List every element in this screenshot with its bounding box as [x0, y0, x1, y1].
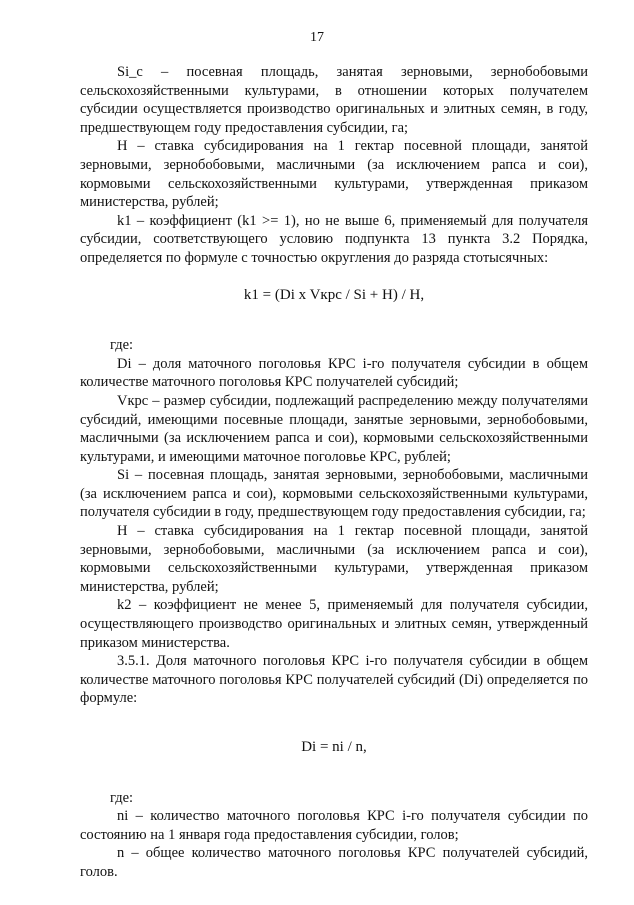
definition-h: Н – ставка субсидирования на 1 гектар посевной площади, занятой зерновыми, зернобобовыми, масличными (за исключением рапса и сои), кормовыми сельскохозяйственными культурами, утвержденная приказом министерства, рублей; [80, 523, 588, 595]
document-body [80, 63, 588, 882]
definition-k2: k2 – коэффициент не менее 5, применяемый для получателя субсидии, осуществляющего производство оригинальных и элитных семян, утвержденный приказом министерства. [80, 597, 588, 651]
paragraph-k1: k1 – коэффициент (k1 >= 1), но не выше 6, применяемый для получателя субсидии, соответствующего условию подпункта 13 пункта 3.2 Порядка, определяется по формуле с точностью округления до разряда стотысячных: [80, 212, 588, 266]
definition-si: Si – посевная площадь, занятая зерновыми, зернобобовыми, масличными (за исключением рапса и сои), кормовыми сельскохозяйственными культурами, получателя субсидии в году, предшествующем году предоставления субсидии, га; [80, 467, 588, 521]
definition-vkrs: Vкрс – размер субсидии, подлежащий распределению между получателями субсидий, имеющими посевные площади, занятые зерновыми, зернобобовыми, масличными (за исключением рапса и сои), кормовыми сельскохозяйственными культурами, и имеющими маточное поголовье КРС, рублей; [80, 392, 588, 465]
page-number: 17 [310, 30, 324, 45]
paragraph-h-rate: Н – ставка субсидирования на 1 гектар посевной площади, занятой зерновыми, зернобобовыми, масличными (за исключением рапса и сои), кормовыми сельскохозяйственными культурами, утвержденная приказом министерства, рублей; [80, 138, 588, 211]
definition-n: n – общее количество маточного поголовья КРС получателей субсидий, голов. [80, 845, 588, 880]
formula-k1: k1 = (Di x Vкрс / Si + H) / H, [243, 286, 425, 303]
where-label: где: [110, 337, 134, 354]
definition-di: Di – доля маточного поголовья КРС i-го получателя субсидии в общем количестве маточного поголовья КРС получателей субсидий; [80, 355, 588, 391]
definition-ni: ni – количество маточного поголовья КРС i-го получателя субсидии по состоянию на 1 января года предоставления субсидии, голов; [80, 808, 588, 843]
formula-di: Di = ni / n, [301, 739, 367, 755]
where-label-2: где: [110, 789, 134, 806]
paragraph-3-5-1: 3.5.1. Доля маточного поголовья КРС i-го получателя субсидии в общем количестве маточного поголовья КРС получателей субсидий (Di) определяется по формуле: [80, 653, 588, 707]
paragraph-si-c: Si_c – посевная площадь, занятая зерновыми, зернобобовыми сельскохозяйственными культурами, в отношении которых получателем субсидии осуществляется производство оригинальных и элитных семян, в году, предшествующем году предоставления субсидии, га; [80, 64, 588, 136]
